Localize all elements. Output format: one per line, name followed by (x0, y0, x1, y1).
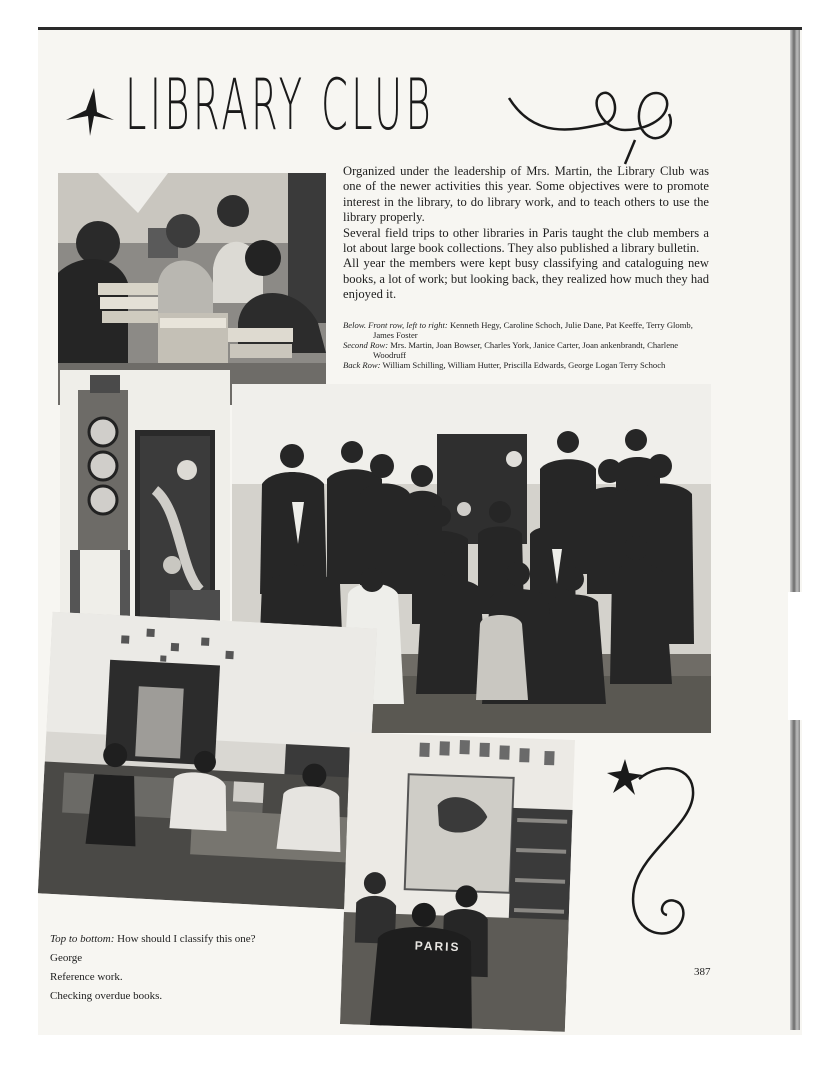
star-doodle-icon (64, 86, 116, 138)
sweater-lettering: PARIS (414, 938, 461, 955)
names-list (343, 320, 709, 370)
swirl-doodle-icon (505, 80, 685, 170)
page-edge-binding (790, 30, 800, 1030)
photo-robot-poster (60, 370, 230, 640)
page-number: 387 (694, 966, 711, 978)
photo-reference-work (38, 612, 377, 911)
caption-lead-label: Top to bottom: (50, 933, 115, 945)
caption-line: Reference work. (50, 971, 123, 983)
page-title: LIBRARY CLUB (125, 64, 434, 146)
intro-paragraph: Several field trips to other libraries in Paris taught the club members a lot about large book collections. They also published a library bulletin. (343, 225, 709, 256)
intro-paragraph: Organized under the leadership of Mrs. Martin, the Library Club was one of the newer activities this year. Some objectives were to promote interest in the library, to do library work, and to teach others to use the library properly. (343, 164, 709, 225)
intro-paragraph: All year the members were kept busy classifying and cataloguing new books, a lot of work; but looking back, they realized how much they had enjoyed it. (343, 256, 709, 302)
photo-checking-overdue-books (340, 732, 575, 1032)
front-row-names: Below. Front row, left to right: Kenneth Hegy, Caroline Schoch, Julie Dane, Pat Keeffe, Terry Glomb, James Foster (343, 320, 693, 340)
back-row-names: Back Row: William Schilling, William Hutter, Priscilla Edwards, George Logan Terry Schoch (343, 360, 666, 370)
star-spiral-doodle-icon (605, 755, 705, 945)
caption-line: How should I classify this one? (117, 933, 256, 945)
photo-caption (50, 930, 350, 1006)
intro-text (343, 164, 709, 303)
caption-line: Checking overdue books. (50, 990, 163, 1002)
caption-line: George (50, 952, 83, 964)
second-row-names: Second Row: Mrs. Martin, Joan Bowser, Charles York, Janice Carter, Joan ankenbrandt, Charlene Woodruff (343, 340, 679, 360)
